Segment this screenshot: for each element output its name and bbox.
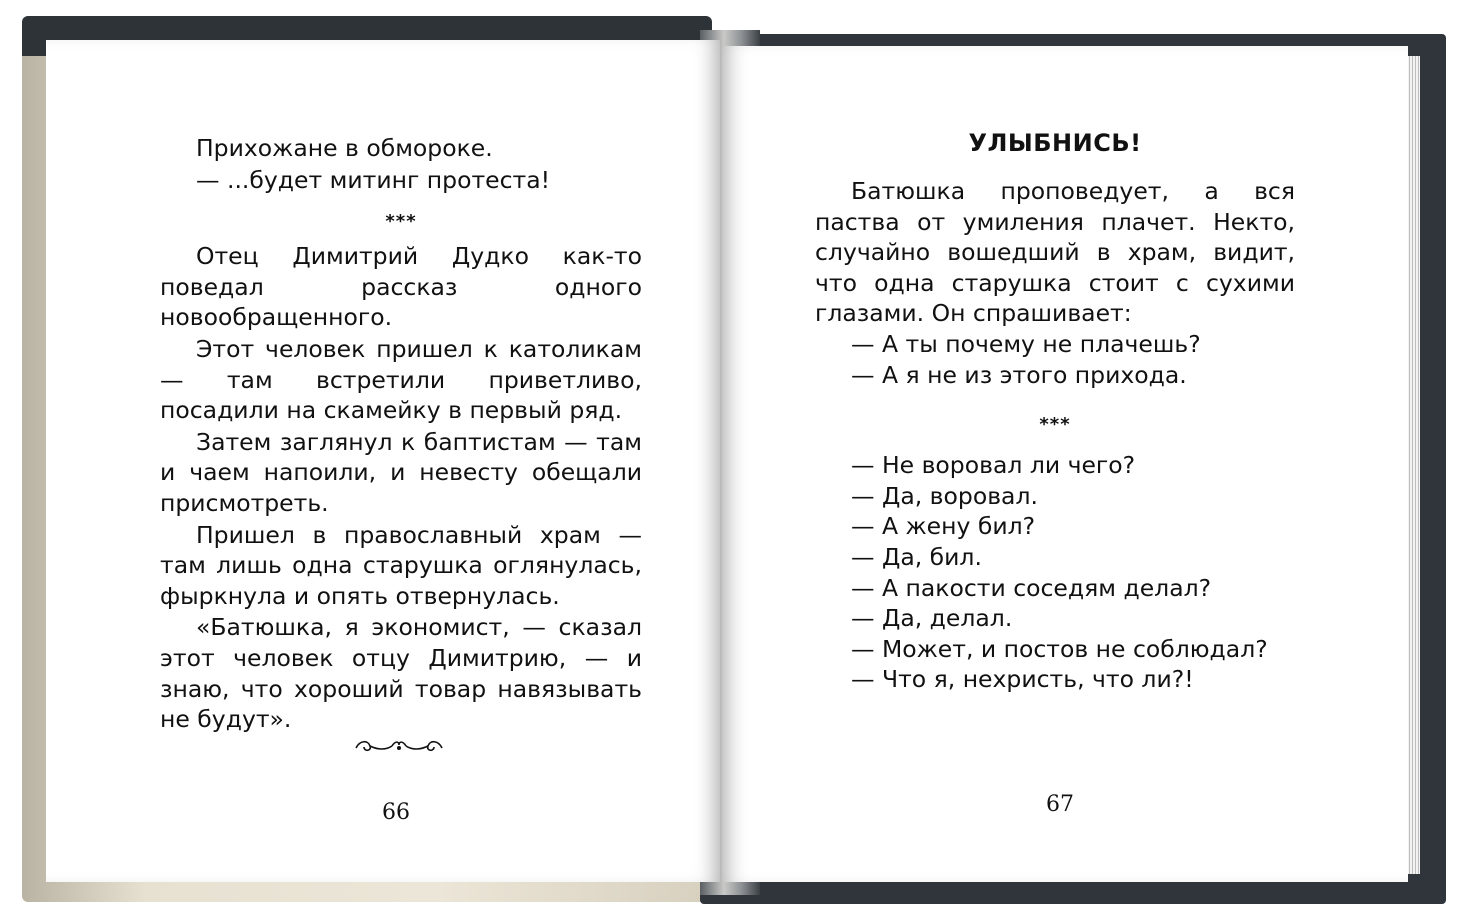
dialog-line: — Да, делал. xyxy=(851,604,1013,633)
paragraph: «Батюшка, я экономист, — сказал этот человек отцу Димитрию, — и знаю, что хороший товар навязывать не будут». xyxy=(160,613,642,734)
dialog-line: — Может, и постов не соблюдал? xyxy=(851,634,1268,663)
dialog-line: — Что я, нехристь, что ли?! xyxy=(851,665,1194,694)
paragraph: Отец Димитрий Дудко как-то поведал рассказ одного новообращенного. xyxy=(160,242,642,332)
line-top-1: Прихожане в обмороке. xyxy=(196,134,493,162)
dialog-line: — Да, бил. xyxy=(851,542,982,571)
dialog-line: — Не воровал ли чего? xyxy=(851,451,1136,480)
page-number-right: 67 xyxy=(1046,792,1074,817)
section-separator: *** xyxy=(385,211,417,233)
page-number-left: 66 xyxy=(382,800,410,825)
dialog-line: — А пакости соседям делал? xyxy=(851,573,1212,602)
left-page-text xyxy=(160,133,642,735)
right-page-text xyxy=(815,128,1295,695)
paragraph: Этот человек пришел к католикам — там встретили приветливо, посадили на скамейку в первый ряд. xyxy=(160,334,642,425)
paragraph: Батюшка проповедует, а вся паства от умиления плачет. Некто, случайно вошедший в храм, видит, что одна старушка стоит с сухими глазами. Он спрашивает: xyxy=(815,177,1295,328)
dialog-line: — А жену бил? xyxy=(851,512,1036,541)
dialog-line: — Да, воровал. xyxy=(851,481,1038,510)
paragraph: Пришел в православный храм — там лишь одна старушка оглянулась, фыркнула и опять отвернулась. xyxy=(160,520,642,610)
line-top-2: — ...будет митинг протеста! xyxy=(196,165,551,194)
section-separator: *** xyxy=(1039,414,1071,436)
dialog-line: — А ты почему не плачешь? xyxy=(851,329,1201,358)
dialog-line: — А я не из этого прихода. xyxy=(851,360,1187,389)
chapter-heading: УЛЫБНИСЬ! xyxy=(968,129,1142,157)
paragraph: Затем заглянул к баптистам — там и чаем напоили, и невесту обещали присмотреть. xyxy=(160,427,642,517)
flourish-ornament-icon xyxy=(352,736,446,756)
